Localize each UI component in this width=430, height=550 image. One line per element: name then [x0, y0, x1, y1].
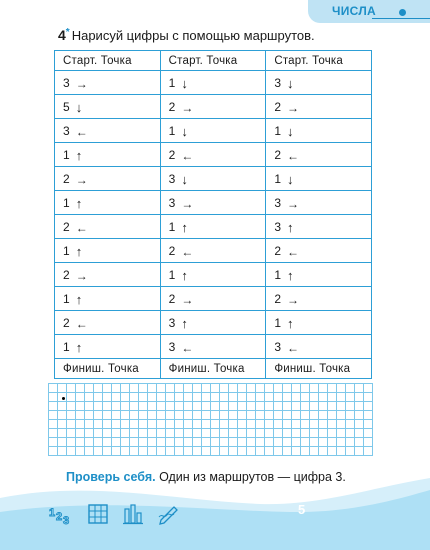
route-step-cell: [55, 119, 161, 143]
step-count: 3: [168, 195, 176, 210]
svg-text:2: 2: [56, 511, 63, 523]
finish-row: [55, 359, 372, 379]
route-step-cell: [160, 167, 266, 191]
route-step-cell: [266, 311, 372, 335]
step-count: 2: [274, 99, 281, 114]
step-direction-arrow-icon: →: [181, 100, 194, 115]
step-direction-arrow-icon: →: [75, 172, 88, 187]
finish-header: Финиш. Точка: [160, 359, 266, 379]
route-step-cell: [266, 239, 372, 263]
step-count: 3: [63, 75, 70, 90]
step-count: 2: [274, 147, 281, 162]
step-count: 2: [274, 243, 281, 258]
step-direction-arrow-icon: ↑: [287, 315, 294, 331]
step-count: 3: [274, 339, 281, 354]
digits-123-icon: [48, 503, 74, 525]
step-direction-arrow-icon: →: [75, 268, 88, 283]
route-step-cell: [160, 263, 266, 287]
step-direction-arrow-icon: ↓: [181, 171, 188, 187]
step-direction-arrow-icon: ↑: [75, 195, 83, 211]
section-label: ЧИСЛА: [332, 4, 377, 18]
step-count: 3: [63, 123, 70, 138]
section-dot: [399, 9, 406, 16]
route-step-cell: [160, 311, 266, 335]
routes-table: [54, 50, 372, 379]
check-text: Один из маршрутов — цифра 3.: [155, 470, 346, 484]
step-count: 1: [63, 243, 70, 258]
step-count: 3: [274, 195, 281, 210]
route-step-cell: [160, 335, 266, 359]
svg-text:1: 1: [49, 507, 56, 519]
route-row: [55, 95, 372, 119]
route-step-cell: [55, 287, 161, 311]
step-count: 2: [274, 291, 281, 306]
step-direction-arrow-icon: ↑: [181, 219, 188, 235]
route-step-cell: [160, 119, 266, 143]
step-count: 5: [63, 99, 70, 114]
step-direction-arrow-icon: →: [287, 196, 299, 211]
step-count: 1: [274, 123, 281, 138]
step-direction-arrow-icon: ←: [287, 244, 299, 259]
step-direction-arrow-icon: ↑: [75, 243, 83, 259]
route-step-cell: [55, 71, 161, 95]
step-direction-arrow-icon: →: [287, 100, 299, 115]
step-count: 2: [168, 243, 176, 258]
step-count: 1: [274, 267, 281, 282]
route-row: [55, 239, 372, 263]
route-step-cell: [266, 287, 372, 311]
finish-header: Финиш. Точка: [55, 359, 161, 379]
route-step-cell: [266, 215, 372, 239]
route-row: [55, 143, 372, 167]
step-direction-arrow-icon: ↑: [75, 339, 83, 355]
step-count: 1: [168, 219, 176, 234]
step-direction-arrow-icon: ↑: [75, 291, 83, 307]
step-count: 1: [168, 267, 176, 282]
step-count: 1: [63, 147, 70, 162]
check-lead: Проверь себя.: [66, 470, 156, 484]
step-count: 3: [168, 339, 176, 354]
step-count: 3: [168, 171, 176, 186]
route-row: [55, 191, 372, 215]
route-step-cell: [160, 215, 266, 239]
route-step-cell: [55, 311, 161, 335]
step-direction-arrow-icon: ↓: [181, 123, 188, 139]
step-count: 2: [63, 267, 70, 282]
route-step-cell: [55, 167, 161, 191]
step-direction-arrow-icon: ←: [75, 124, 88, 139]
route-step-cell: [55, 191, 161, 215]
start-header: Старт. Точка: [55, 51, 161, 71]
route-step-cell: [266, 71, 372, 95]
pencil-writing-icon: [157, 503, 181, 525]
step-count: 1: [63, 291, 70, 306]
finish-header: Финиш. Точка: [266, 359, 372, 379]
task-star-icon: *: [65, 27, 70, 38]
step-count: 1: [168, 75, 176, 90]
drawing-grid[interactable]: [48, 383, 373, 456]
step-count: 2: [63, 171, 70, 186]
start-point: [62, 397, 65, 400]
route-row: [55, 263, 372, 287]
step-count: 2: [168, 99, 176, 114]
step-count: 3: [274, 75, 281, 90]
step-count: 1: [168, 123, 176, 138]
route-step-cell: [266, 167, 372, 191]
step-count: 3: [168, 315, 176, 330]
step-count: 2: [168, 147, 176, 162]
step-count: 2: [168, 291, 176, 306]
start-header: Старт. Точка: [266, 51, 372, 71]
section-tab: [308, 0, 430, 23]
task-header: [58, 27, 315, 43]
step-count: 3: [274, 219, 281, 234]
route-row: [55, 119, 372, 143]
step-direction-arrow-icon: ←: [181, 148, 194, 163]
step-direction-arrow-icon: ↑: [287, 219, 294, 235]
route-step-cell: [55, 215, 161, 239]
task-text: Нарисуй цифры с помощью маршрутов.: [71, 28, 315, 43]
route-step-cell: [266, 191, 372, 215]
step-direction-arrow-icon: →: [287, 292, 299, 307]
route-step-cell: [55, 263, 161, 287]
step-direction-arrow-icon: ↓: [75, 99, 83, 115]
start-row: [55, 51, 372, 71]
svg-text:3: 3: [63, 515, 70, 525]
step-direction-arrow-icon: ↓: [287, 123, 294, 139]
route-step-cell: [160, 95, 266, 119]
step-direction-arrow-icon: ←: [75, 220, 88, 235]
footer-icons: [48, 503, 181, 525]
route-step-cell: [266, 143, 372, 167]
route-step-cell: [160, 191, 266, 215]
step-direction-arrow-icon: ←: [181, 244, 194, 259]
route-step-cell: [160, 71, 266, 95]
step-count: 1: [63, 339, 70, 354]
route-step-cell: [55, 239, 161, 263]
task-number: 4: [58, 27, 66, 43]
step-direction-arrow-icon: ↓: [287, 75, 294, 91]
step-count: 1: [63, 195, 70, 210]
route-step-cell: [55, 335, 161, 359]
step-count: 1: [274, 315, 281, 330]
route-row: [55, 335, 372, 359]
step-direction-arrow-icon: ←: [75, 316, 88, 331]
route-row: [55, 311, 372, 335]
step-direction-arrow-icon: →: [181, 196, 194, 211]
step-direction-arrow-icon: ←: [287, 340, 299, 355]
step-direction-arrow-icon: →: [75, 76, 88, 91]
table-grid-icon: [87, 503, 109, 525]
section-underline: [372, 18, 430, 19]
bar-chart-icon: [122, 503, 144, 525]
step-count: 1: [274, 171, 281, 186]
route-row: [55, 215, 372, 239]
step-direction-arrow-icon: ←: [181, 340, 194, 355]
route-step-cell: [160, 143, 266, 167]
route-step-cell: [266, 119, 372, 143]
step-direction-arrow-icon: ←: [287, 148, 299, 163]
step-count: 2: [63, 219, 70, 234]
route-row: [55, 71, 372, 95]
route-step-cell: [266, 335, 372, 359]
page-number: 5: [298, 502, 306, 517]
step-direction-arrow-icon: ↑: [181, 267, 188, 283]
route-step-cell: [55, 143, 161, 167]
route-step-cell: [266, 95, 372, 119]
route-step-cell: [266, 263, 372, 287]
step-direction-arrow-icon: ↓: [287, 171, 294, 187]
step-direction-arrow-icon: ↑: [75, 147, 83, 163]
step-direction-arrow-icon: ↑: [287, 267, 294, 283]
step-count: 2: [63, 315, 70, 330]
route-row: [55, 167, 372, 191]
route-step-cell: [160, 239, 266, 263]
route-step-cell: [160, 287, 266, 311]
route-row: [55, 287, 372, 311]
step-direction-arrow-icon: ↓: [181, 75, 188, 91]
step-direction-arrow-icon: ↑: [181, 315, 188, 331]
start-header: Старт. Точка: [160, 51, 266, 71]
step-direction-arrow-icon: →: [181, 292, 194, 307]
route-step-cell: [55, 95, 161, 119]
